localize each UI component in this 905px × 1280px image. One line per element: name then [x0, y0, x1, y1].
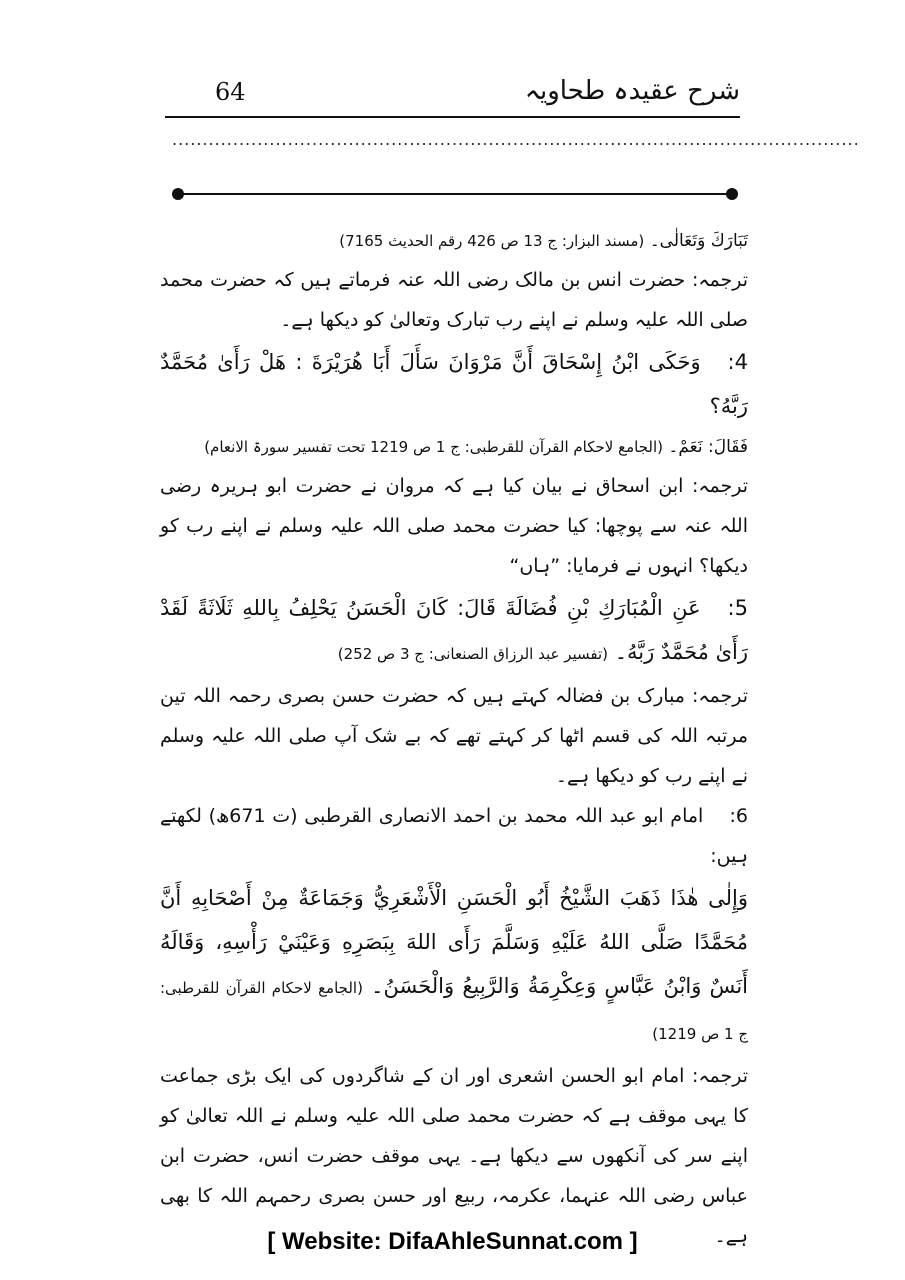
page-body	[160, 222, 748, 1256]
book-title: شرح عقیدہ طحاویہ	[524, 76, 740, 106]
item-number: 5:	[727, 596, 748, 620]
intro-paragraph-6	[160, 796, 748, 876]
translation-paragraph: ترجمہ: مبارک بن فضالہ کہتے ہیں کہ حضرت حسن بصری رحمہ اللہ تین مرتبہ اللہ کی قسم اٹھا کر کہتے تھے کہ بے شک آپ صلی اللہ علیہ وسلم نے اپنے رب کو دیکھا ہے۔	[160, 685, 748, 787]
page-number: 64	[215, 78, 246, 106]
arabic-phrase: فَقَالَ: نَعَمْ۔	[668, 437, 748, 457]
translation-paragraph: ترجمہ: ابن اسحاق نے بیان کیا ہے کہ مروان نے حضرت ابو ہریرہ رضی اللہ عنہ سے پوچھا: کیا حضرت محمد صلی اللہ علیہ وسلم نے اپنے رب کو دیکھا؟ انہوں نے فرمایا: ”ہاں“	[160, 475, 748, 577]
dotted-separator: .................................................................................................................	[172, 130, 860, 149]
divider-dot-right	[726, 188, 738, 200]
paragraph-ref-1	[160, 222, 748, 260]
source-citation: (تفسیر عبد الرزاق الصنعانی: ج 3 ص 252)	[337, 645, 609, 663]
arabic-phrase: تَبَارَكَ وَتَعَالٰی۔	[649, 231, 748, 251]
arabic-quote-5	[160, 586, 748, 676]
divider-line	[178, 193, 732, 195]
arabic-quote-6	[160, 876, 748, 1056]
intro-text: امام ابو عبد اللہ محمد بن احمد الانصاری القرطبی (ت 671ھ) لکھتے ہیں:	[160, 805, 748, 867]
source-citation: (مسند البزار: ج 13 ص 426 رقم الحدیث 7165)	[339, 232, 645, 250]
website-footer: [ Website: DifaAhleSunnat.com ]	[267, 1228, 638, 1255]
arabic-text: وَحَكَى ابْنُ إِسْحَاقَ أَنَّ مَرْوَانَ سَأَلَ أَبَا هُرَيْرَةَ : هَلْ رَأَىٰ مُحَمَّدٌ رَبَّهُ؟	[160, 350, 748, 418]
translation-paragraph: ترجمہ: حضرت انس بن مالک رضی اللہ عنہ فرماتے ہیں کہ حضرت محمد صلی اللہ علیہ وسلم نے اپنے رب تبارک وتعالیٰ کو دیکھا ہے۔	[160, 269, 748, 331]
source-citation: (الجامع لاحکام القرآن للقرطبی: ج 1 ص 1219 تحت تفسیر سورۃ الانعام)	[204, 438, 663, 456]
item-number: 4:	[727, 350, 748, 374]
arabic-text: وَإِلٰى هٰذَا ذَهَبَ الشَّيْخُ أَبُو الْحَسَنِ الْأَشْعَرِيُّ وَجَمَاعَةٌ مِنْ أَصْحَابِهِ أَنَّ مُحَمَّدًا صَلَّى اللهُ عَلَيْهِ وَسَلَّمَ رَأَى اللهَ بِبَصَرِهِ وَعَيْنَيْ رَأْسِهِ، وَقَالَهُ أَنَسٌ وَابْنُ عَبَّاسٍ وَعِكْرِمَةُ وَالرَّبِيعُ وَالْحَسَنُ۔	[160, 886, 749, 998]
translation-paragraph: ترجمہ: امام ابو الحسن اشعری اور ان کے شاگردوں کی ایک بڑی جماعت کا یہی موقف ہے کہ حضرت محمد صلی اللہ علیہ وسلم نے اللہ تعالیٰ کو اپنے سر کی آنکھوں سے دیکھا ہے۔ یہی موقف حضرت انس، حضرت ابن عباس رضی اللہ عنہما، عکرمہ، ربیع اور حسن بصری رحمہم اللہ کا بھی ہے۔	[160, 1065, 748, 1247]
source-citation: (الجامع لاحکام القرآن للقرطبی: ج 1 ص 1219)	[160, 979, 748, 1043]
arabic-text: عَنِ الْمُبَارَكِ بْنِ فُضَالَةَ قَالَ: كَانَ الْحَسَنُ يَحْلِفُ بِاللهِ ثَلَاثَةً لَقَدْ رَأَىٰ مُحَمَّدٌ رَبَّهُ۔	[160, 596, 748, 664]
page-header	[165, 70, 740, 118]
section-divider	[172, 184, 738, 204]
item-number: 6:	[729, 805, 749, 827]
paragraph-ref-2	[160, 428, 748, 466]
arabic-quote-4	[160, 340, 748, 428]
